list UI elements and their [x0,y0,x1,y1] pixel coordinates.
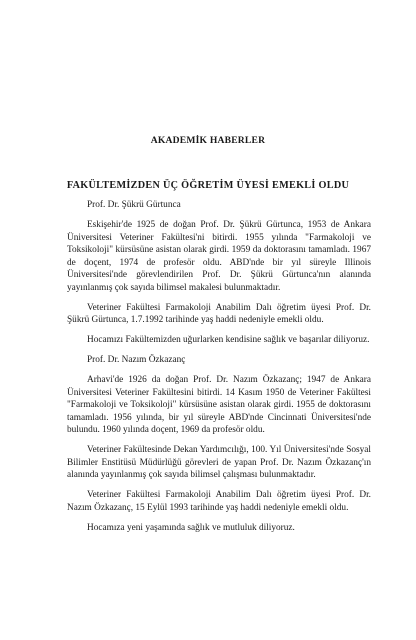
body-paragraph: Veteriner Fakültesi Farmakoloji Anabilim Dalı öğretim üyesi Prof. Dr. Şükrü Gürtunca, 1.7.1992 tarihinde yaş haddi nedeniyle emekli oldu. [67,302,371,325]
professor-name-heading: Prof. Dr. Şükrü Gürtunca [87,200,181,210]
article-body [67,199,371,542]
body-paragraph: Veteriner Fakültesinde Dekan Yardımcılığı, 100. Yıl Üniversitesi'nde Sosyal Bilimler Enstitüsü Müdürlüğü görevleri de yapan Prof. Dr. Nazım Özkazanç'ın alanında yayınlanmış çok sayıda bilimsel çalışması bulunmaktadır. [67,445,371,480]
article-title: FAKÜLTEMİZDEN ÜÇ ÖĞRETİM ÜYESİ EMEKLİ OLDU [66,180,350,191]
body-paragraph: Veteriner Fakültesi Farmakoloji Anabilim Dalı öğretim üyesi Prof. Dr. Nazım Özkazanç, 15 Eylül 1993 tarihinde yaş haddi nedeniyle emekli oldu. [67,490,371,513]
body-paragraph: Arhavi'de 1926 da doğan Prof. Dr. Nazım Özkazanç; 1947 de Ankara Üniversitesi Veteriner Fakültesini bitirdi. 14 Kasım 1950 de Veteriner Fakültesi "Farmakoloji ve Toksikoloji" kürsüsüne asistan olarak girdi. 1955 de doktorasını tamamladı. 1956 yılında, bir yıl süreyle ABD'nde Cincinnati Üniversitesi'nde bulundu. 1960 yılında doçent, 1969 da profesör oldu. [67,375,371,435]
body-paragraph: Hocamızı Fakültemizden uğurlarken kendisine sağlık ve başarılar diliyoruz. [87,335,370,345]
body-paragraph: Eskişehir'de 1925 de doğan Prof. Dr. Şükrü Gürtunca, 1953 de Ankara Üniversitesi Veteriner Fakültesi'ni bitirdi. 1955 yılında "Farmakoloji ve Toksikoloji" kürsüsüne asistan olarak girdi. 1959 da doktorasını tamamladı. 1967 de doçent, 1974 de profesör oldu. ABD'nde bir yıl süreyle Illinois Üniversitesi'nde görevlendirilen Prof. Dr. Şükrü Gürtunca'nın alanında yayınlanmış çok sayıda bilimsel makalesi bulunmaktadır. [67,220,371,293]
body-paragraph: Hocamıza yeni yaşamında sağlık ve mutluluk diliyoruz. [87,522,295,533]
professor-name-heading: Prof. Dr. Nazım Özkazanç [87,355,186,365]
section-title: AKADEMİK HABERLER [150,135,266,146]
